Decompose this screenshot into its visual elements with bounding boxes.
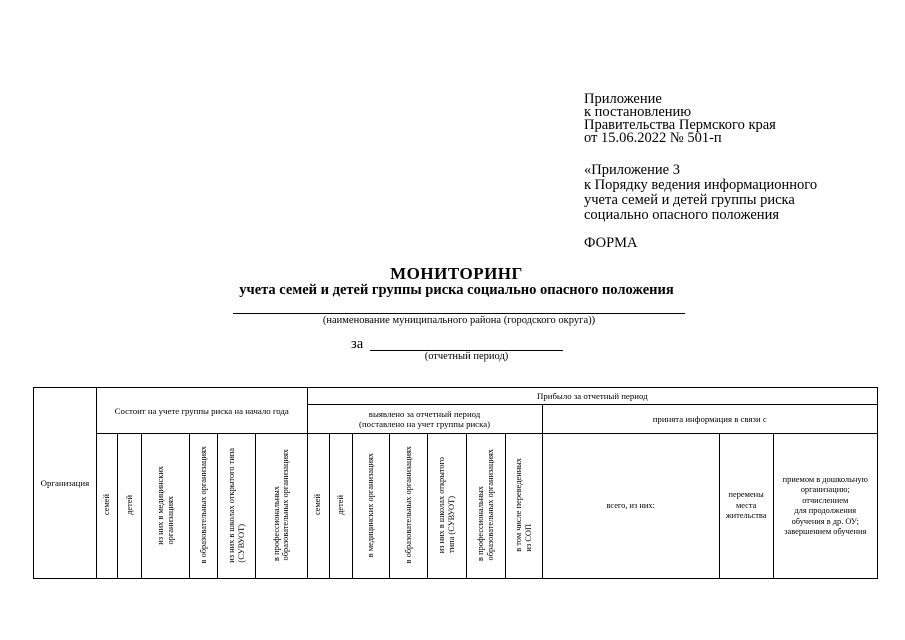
- col-identified-group: [307, 405, 542, 434]
- col-label: в профессиональных: [476, 485, 486, 561]
- col-label: организацию;: [800, 485, 850, 494]
- col-label: в профессиональных: [271, 485, 281, 561]
- col-label: перемены: [728, 490, 764, 500]
- col-id-educational: [389, 434, 427, 579]
- municipality-fill-line: [233, 313, 685, 314]
- col-label: из них в школах открытого типа: [227, 447, 237, 563]
- col-label: в том числе переведенных: [514, 458, 524, 552]
- col-label: семей: [102, 494, 112, 516]
- col-label: образовательных организациях: [485, 449, 495, 561]
- col-label: в медицинских организациях: [366, 452, 376, 558]
- appendix3-line: социально опасного положения: [584, 207, 779, 223]
- appendix-line: Приложение: [584, 91, 662, 107]
- appendix3-line: «Приложение 3: [584, 162, 680, 178]
- col-label: в образовательных организациях: [198, 446, 208, 564]
- col-label: завершением обучения: [784, 527, 867, 536]
- col-label: в образовательных организациях: [403, 446, 413, 564]
- col-label: (СУВУОТ): [236, 523, 246, 563]
- col-reg-medical: [142, 434, 190, 579]
- col-label: отчислением: [802, 495, 849, 505]
- col-info-residence: [719, 434, 773, 579]
- col-label: типа (СУВУОТ): [446, 496, 456, 554]
- col-label: из них в школах открытого: [437, 456, 447, 554]
- col-reg-children: [118, 434, 142, 579]
- appendix-line: от 15.06.2022 № 501-п: [584, 130, 722, 146]
- col-info-group: принята информация в связи с: [542, 405, 877, 434]
- col-label: детей: [124, 495, 134, 515]
- col-id-transferred-sop: [506, 434, 542, 579]
- appendix3-line: учета семей и детей группы риска: [584, 192, 795, 208]
- col-reg-open-schools: [218, 434, 255, 579]
- col-id-professional: [466, 434, 506, 579]
- col-arrived-group: Прибыло за отчетный период: [307, 388, 877, 405]
- col-info-total: всего, из них:: [542, 434, 719, 579]
- col-reg-families: [96, 434, 117, 579]
- period-caption: (отчетный период): [424, 351, 509, 362]
- col-label: для продолжения: [794, 506, 857, 515]
- col-id-children: [329, 434, 352, 579]
- appendix-line: к постановлению: [584, 104, 692, 120]
- col-label: образовательных организациях: [281, 449, 291, 561]
- col-label: детей: [336, 495, 346, 515]
- col-label: места: [735, 500, 757, 510]
- document-title: МОНИТОРИНГ: [390, 264, 523, 283]
- monitoring-table: [33, 387, 878, 579]
- col-registered-group: Состоит на учете группы риска на начало года: [96, 388, 307, 434]
- appendix3-block: [584, 163, 817, 223]
- col-label: жительства: [725, 511, 767, 521]
- col-reg-educational: [189, 434, 217, 579]
- col-id-open-schools: [428, 434, 466, 579]
- col-reg-professional: [255, 434, 307, 579]
- col-id-medical: [353, 434, 389, 579]
- document-subtitle: учета семей и детей группы риска социально опасного положения: [239, 282, 674, 298]
- appendix-line: Правительства Пермского края: [584, 117, 776, 133]
- period-prefix: за: [351, 336, 364, 352]
- appendix3-line: к Порядку ведения информационного: [584, 177, 818, 193]
- form-label: ФОРМА: [584, 235, 638, 251]
- col-label: из СОП: [523, 524, 533, 552]
- municipality-caption: (наименование муниципального района (городского округа)): [322, 315, 596, 326]
- identified-header-line: выявлено за отчетный период: [368, 409, 481, 419]
- col-organization: Организация: [34, 388, 97, 579]
- col-label: организациях: [165, 495, 175, 545]
- col-id-families: [307, 434, 329, 579]
- col-label: из них в медицинских: [156, 465, 166, 545]
- col-label: обучения в др. ОУ;: [791, 516, 859, 526]
- appendix-block: [584, 93, 776, 145]
- col-info-preschool: [773, 434, 877, 579]
- col-label: семей: [313, 494, 323, 516]
- identified-header-line: (поставлено на учет группы риска): [359, 419, 491, 429]
- col-label: приемом в дошкольную: [782, 474, 868, 484]
